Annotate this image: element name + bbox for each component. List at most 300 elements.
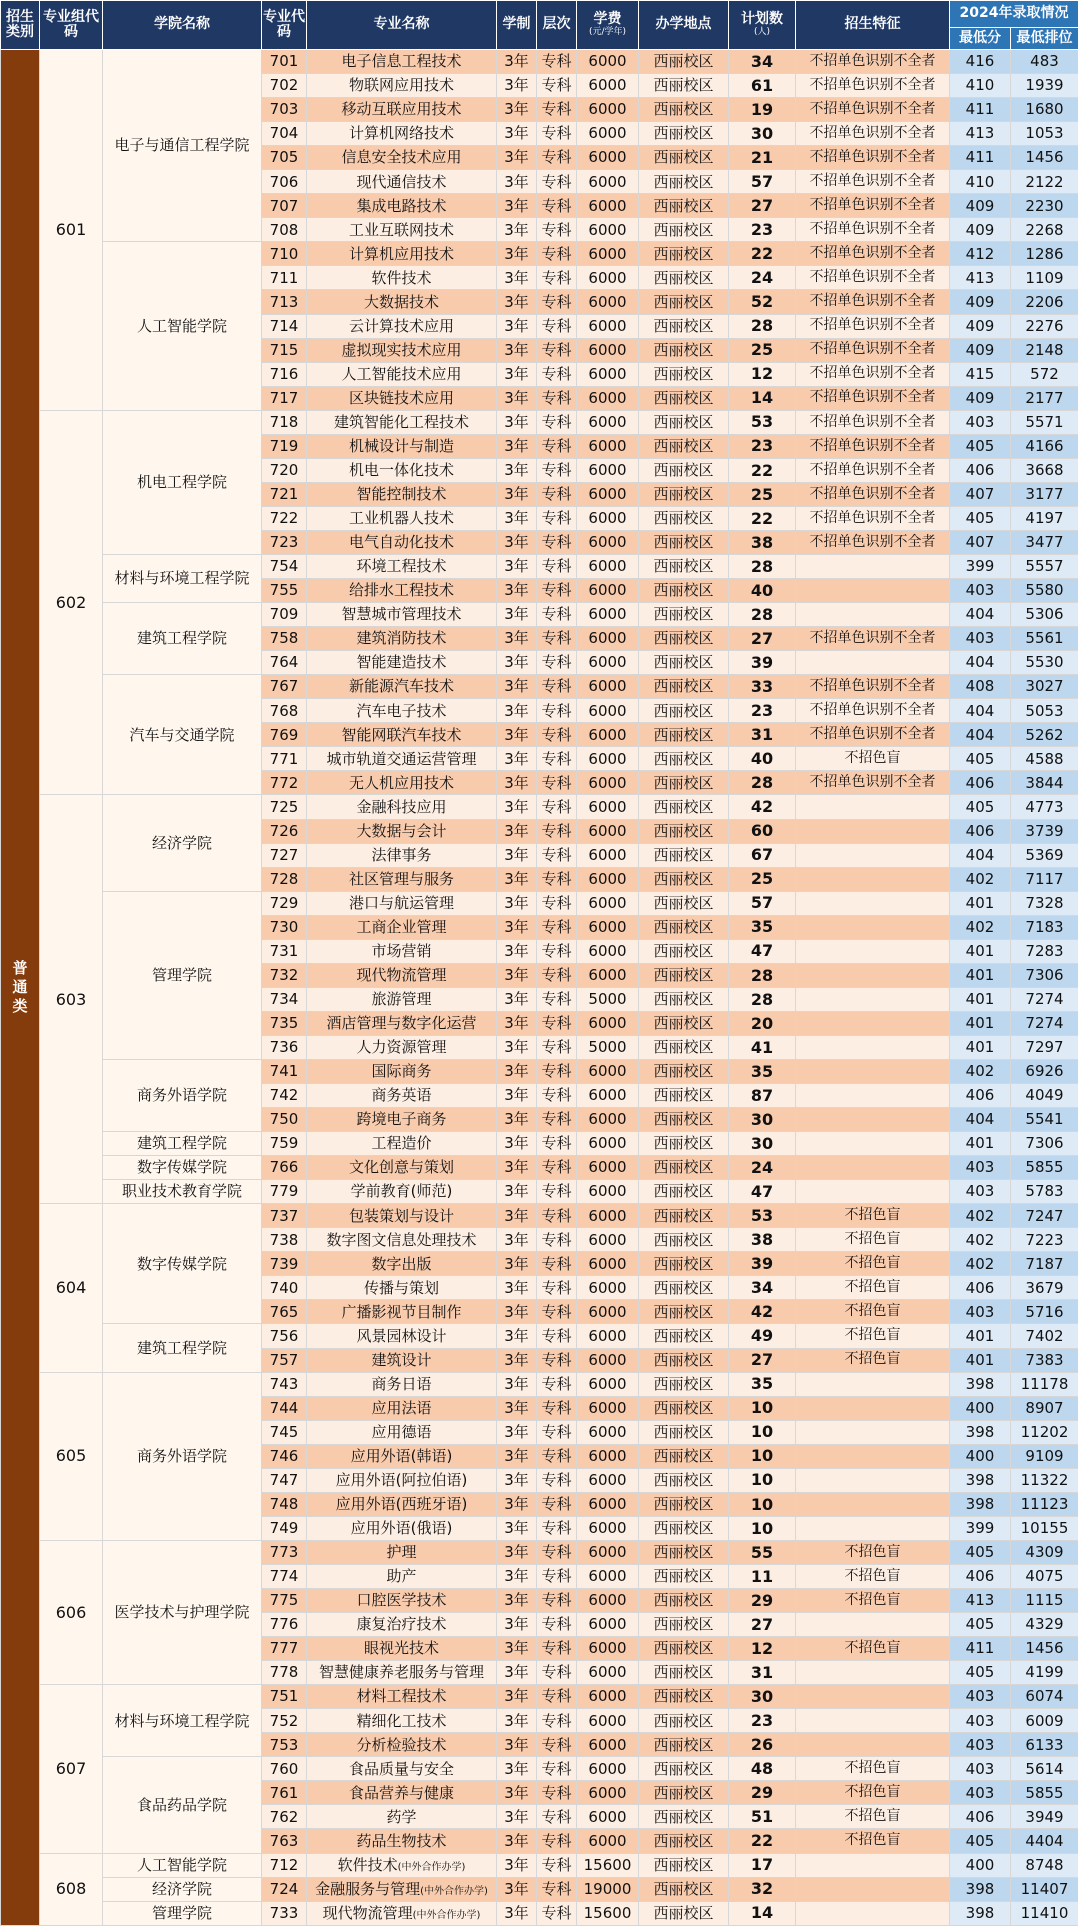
major-name-cell: 市场营销 <box>307 939 497 963</box>
fee-cell: 6000 <box>577 1108 639 1132</box>
min-score-cell: 409 <box>950 338 1011 362</box>
campus-cell: 西丽校区 <box>639 554 729 578</box>
cooperation-note: (中外合作办学) <box>420 1885 488 1897</box>
min-rank-cell: 9109 <box>1011 1444 1078 1468</box>
duration-cell: 3年 <box>497 891 537 915</box>
fee-cell: 5000 <box>577 987 639 1011</box>
level-cell: 专科 <box>537 939 577 963</box>
campus-cell: 西丽校区 <box>639 1372 729 1396</box>
min-score-cell: 403 <box>950 1733 1011 1757</box>
duration-cell: 3年 <box>497 747 537 771</box>
plan-count-cell: 22 <box>729 242 796 266</box>
min-rank-cell: 7283 <box>1011 939 1078 963</box>
campus-cell: 西丽校区 <box>639 1661 729 1685</box>
feature-cell <box>796 1685 950 1709</box>
level-cell: 专科 <box>537 1396 577 1420</box>
campus-cell: 西丽校区 <box>639 314 729 338</box>
major-code-cell: 708 <box>262 218 307 242</box>
feature-cell <box>796 1444 950 1468</box>
campus-cell: 西丽校区 <box>639 1156 729 1180</box>
header-plan-unit: (人) <box>753 26 771 37</box>
college-cell: 管理学院 <box>103 891 262 1059</box>
feature-cell <box>796 1156 950 1180</box>
campus-cell: 西丽校区 <box>639 1180 729 1204</box>
min-rank-cell: 1456 <box>1011 146 1078 170</box>
major-code-cell: 777 <box>262 1637 307 1661</box>
level-cell: 专科 <box>537 1564 577 1588</box>
feature-cell: 不招单色识别不全者 <box>796 338 950 362</box>
campus-cell: 西丽校区 <box>639 843 729 867</box>
header-feature: 招生特征 <box>796 1 950 50</box>
campus-cell: 西丽校区 <box>639 170 729 194</box>
plan-count-cell: 25 <box>729 867 796 891</box>
min-rank-cell: 6133 <box>1011 1733 1078 1757</box>
duration-cell: 3年 <box>497 843 537 867</box>
feature-cell <box>796 867 950 891</box>
min-score-cell: 401 <box>950 1132 1011 1156</box>
plan-count-cell: 22 <box>729 506 796 530</box>
major-name-cell: 学前教育(师范) <box>307 1180 497 1204</box>
duration-cell: 3年 <box>497 1035 537 1059</box>
duration-cell: 3年 <box>497 1853 537 1877</box>
major-name-cell: 建筑消防技术 <box>307 627 497 651</box>
college-cell: 人工智能学院 <box>103 242 262 410</box>
college-cell: 电子与通信工程学院 <box>103 50 262 242</box>
level-cell: 专科 <box>537 1589 577 1613</box>
duration-cell: 3年 <box>497 987 537 1011</box>
plan-count-cell: 61 <box>729 74 796 98</box>
plan-count-cell: 23 <box>729 699 796 723</box>
major-code-cell: 767 <box>262 675 307 699</box>
campus-cell: 西丽校区 <box>639 242 729 266</box>
fee-cell: 6000 <box>577 1637 639 1661</box>
min-score-cell: 409 <box>950 386 1011 410</box>
feature-cell: 不招单色识别不全者 <box>796 771 950 795</box>
major-name-cell: 环境工程技术 <box>307 554 497 578</box>
min-score-cell: 405 <box>950 434 1011 458</box>
duration-cell: 3年 <box>497 1805 537 1829</box>
campus-cell: 西丽校区 <box>639 1589 729 1613</box>
feature-cell: 不招单色识别不全者 <box>796 314 950 338</box>
feature-cell: 不招单色识别不全者 <box>796 723 950 747</box>
college-cell: 经济学院 <box>103 1877 262 1901</box>
major-name-cell: 数字出版 <box>307 1252 497 1276</box>
min-score-cell: 403 <box>950 627 1011 651</box>
feature-cell: 不招单色识别不全者 <box>796 699 950 723</box>
min-score-cell: 412 <box>950 242 1011 266</box>
min-rank-cell: 2206 <box>1011 290 1078 314</box>
major-code-cell: 721 <box>262 482 307 506</box>
college-cell: 食品药品学院 <box>103 1757 262 1853</box>
min-rank-cell: 7306 <box>1011 1132 1078 1156</box>
feature-cell: 不招色盲 <box>796 1300 950 1324</box>
major-code-cell: 736 <box>262 1035 307 1059</box>
min-score-cell: 401 <box>950 1348 1011 1372</box>
major-name-cell: 现代通信技术 <box>307 170 497 194</box>
campus-cell: 西丽校区 <box>639 963 729 987</box>
campus-cell: 西丽校区 <box>639 530 729 554</box>
major-name-cell: 虚拟现实技术应用 <box>307 338 497 362</box>
duration-cell: 3年 <box>497 146 537 170</box>
group-code-cell: 608 <box>40 1853 103 1925</box>
major-name-cell: 人力资源管理 <box>307 1035 497 1059</box>
plan-count-cell: 27 <box>729 1348 796 1372</box>
min-rank-cell: 5557 <box>1011 554 1078 578</box>
campus-cell: 西丽校区 <box>639 1011 729 1035</box>
level-cell: 专科 <box>537 1468 577 1492</box>
fee-cell: 6000 <box>577 1709 639 1733</box>
feature-cell <box>796 1108 950 1132</box>
plan-count-cell: 25 <box>729 482 796 506</box>
fee-cell: 6000 <box>577 362 639 386</box>
min-score-cell: 400 <box>950 1396 1011 1420</box>
table-row <box>1 1059 1078 1083</box>
min-rank-cell: 4166 <box>1011 434 1078 458</box>
campus-cell: 西丽校区 <box>639 699 729 723</box>
min-rank-cell: 11178 <box>1011 1372 1078 1396</box>
major-name-cell: 应用外语(韩语) <box>307 1444 497 1468</box>
fee-cell: 6000 <box>577 1516 639 1540</box>
feature-cell: 不招色盲 <box>796 1589 950 1613</box>
duration-cell: 3年 <box>497 723 537 747</box>
min-rank-cell: 3844 <box>1011 771 1078 795</box>
feature-cell <box>796 1132 950 1156</box>
major-code-cell: 726 <box>262 819 307 843</box>
min-rank-cell: 11407 <box>1011 1877 1078 1901</box>
major-name-cell: 工业互联网技术 <box>307 218 497 242</box>
level-cell: 专科 <box>537 554 577 578</box>
level-cell: 专科 <box>537 170 577 194</box>
feature-cell <box>796 891 950 915</box>
min-rank-cell: 10155 <box>1011 1516 1078 1540</box>
header-min-score: 最低分 <box>950 28 1011 50</box>
min-score-cell: 408 <box>950 675 1011 699</box>
campus-cell: 西丽校区 <box>639 434 729 458</box>
duration-cell: 3年 <box>497 362 537 386</box>
plan-count-cell: 49 <box>729 1324 796 1348</box>
feature-cell <box>796 1372 950 1396</box>
major-code-cell: 760 <box>262 1757 307 1781</box>
major-code-cell: 765 <box>262 1300 307 1324</box>
feature-cell: 不招单色识别不全者 <box>796 458 950 482</box>
duration-cell: 3年 <box>497 867 537 891</box>
major-name-cell: 药学 <box>307 1805 497 1829</box>
duration-cell: 3年 <box>497 1829 537 1853</box>
plan-count-cell: 12 <box>729 362 796 386</box>
college-cell: 商务外语学院 <box>103 1372 262 1540</box>
table-row <box>1 1853 1078 1877</box>
min-rank-cell: 8748 <box>1011 1853 1078 1877</box>
campus-cell: 西丽校区 <box>639 386 729 410</box>
level-cell: 专科 <box>537 1709 577 1733</box>
plan-count-cell: 27 <box>729 1613 796 1637</box>
min-score-cell: 406 <box>950 1805 1011 1829</box>
min-rank-cell: 1115 <box>1011 1589 1078 1613</box>
duration-cell: 3年 <box>497 50 537 74</box>
major-code-cell: 724 <box>262 1877 307 1901</box>
min-rank-cell: 3949 <box>1011 1805 1078 1829</box>
min-score-cell: 403 <box>950 1300 1011 1324</box>
feature-cell: 不招单色识别不全者 <box>796 482 950 506</box>
college-cell: 材料与环境工程学院 <box>103 554 262 602</box>
campus-cell: 西丽校区 <box>639 338 729 362</box>
level-cell: 专科 <box>537 410 577 434</box>
major-code-cell: 757 <box>262 1348 307 1372</box>
header-group-code: 专业组代码 <box>40 1 103 50</box>
major-code-cell: 743 <box>262 1372 307 1396</box>
major-code-cell: 755 <box>262 579 307 603</box>
min-rank-cell: 5783 <box>1011 1180 1078 1204</box>
major-name-cell: 电气自动化技术 <box>307 530 497 554</box>
campus-cell: 西丽校区 <box>639 579 729 603</box>
duration-cell: 3年 <box>497 1444 537 1468</box>
duration-cell: 3年 <box>497 386 537 410</box>
major-name-cell: 药品生物技术 <box>307 1829 497 1853</box>
campus-cell: 西丽校区 <box>639 1613 729 1637</box>
major-code-cell: 731 <box>262 939 307 963</box>
duration-cell: 3年 <box>497 506 537 530</box>
feature-cell: 不招色盲 <box>796 747 950 771</box>
min-rank-cell: 1939 <box>1011 74 1078 98</box>
min-score-cell: 416 <box>950 50 1011 74</box>
min-score-cell: 398 <box>950 1901 1011 1925</box>
major-code-cell: 739 <box>262 1252 307 1276</box>
duration-cell: 3年 <box>497 314 537 338</box>
major-code-cell: 779 <box>262 1180 307 1204</box>
level-cell: 专科 <box>537 651 577 675</box>
plan-count-cell: 55 <box>729 1540 796 1564</box>
min-score-cell: 409 <box>950 218 1011 242</box>
major-name-cell: 软件技术 <box>307 266 497 290</box>
duration-cell: 3年 <box>497 699 537 723</box>
duration-cell: 3年 <box>497 1059 537 1083</box>
level-cell: 专科 <box>537 867 577 891</box>
plan-count-cell: 39 <box>729 651 796 675</box>
fee-cell: 6000 <box>577 867 639 891</box>
major-name-cell: 护理 <box>307 1540 497 1564</box>
feature-cell <box>796 987 950 1011</box>
duration-cell: 3年 <box>497 1540 537 1564</box>
min-rank-cell: 7187 <box>1011 1252 1078 1276</box>
plan-count-cell: 35 <box>729 915 796 939</box>
min-rank-cell: 7306 <box>1011 963 1078 987</box>
min-score-cell: 401 <box>950 1011 1011 1035</box>
major-code-cell: 776 <box>262 1613 307 1637</box>
college-cell: 建筑工程学院 <box>103 1132 262 1156</box>
group-code-cell: 605 <box>40 1372 103 1540</box>
feature-cell <box>796 1492 950 1516</box>
plan-count-cell: 14 <box>729 1901 796 1925</box>
min-rank-cell: 7402 <box>1011 1324 1078 1348</box>
plan-count-cell: 28 <box>729 314 796 338</box>
plan-count-cell: 53 <box>729 1204 796 1228</box>
duration-cell: 3年 <box>497 338 537 362</box>
major-name-cell: 金融服务与管理(中外合作办学) <box>307 1877 497 1901</box>
level-cell: 专科 <box>537 1228 577 1252</box>
min-score-cell: 405 <box>950 747 1011 771</box>
major-name-cell: 数字图文信息处理技术 <box>307 1228 497 1252</box>
table-row <box>1 50 1078 74</box>
level-cell: 专科 <box>537 1204 577 1228</box>
min-score-cell: 405 <box>950 1661 1011 1685</box>
level-cell: 专科 <box>537 1108 577 1132</box>
major-name-cell: 国际商务 <box>307 1059 497 1083</box>
level-cell: 专科 <box>537 1300 577 1324</box>
min-score-cell: 404 <box>950 699 1011 723</box>
campus-cell: 西丽校区 <box>639 651 729 675</box>
min-score-cell: 402 <box>950 1252 1011 1276</box>
major-name-cell: 港口与航运管理 <box>307 891 497 915</box>
feature-cell: 不招色盲 <box>796 1204 950 1228</box>
plan-count-cell: 27 <box>729 194 796 218</box>
min-score-cell: 404 <box>950 843 1011 867</box>
plan-count-cell: 33 <box>729 675 796 699</box>
fee-cell: 6000 <box>577 675 639 699</box>
level-cell: 专科 <box>537 771 577 795</box>
plan-count-cell: 30 <box>729 1685 796 1709</box>
header-major: 专业名称 <box>307 1 497 50</box>
major-code-cell: 766 <box>262 1156 307 1180</box>
campus-cell: 西丽校区 <box>639 1324 729 1348</box>
level-cell: 专科 <box>537 579 577 603</box>
fee-cell: 6000 <box>577 290 639 314</box>
fee-cell: 6000 <box>577 194 639 218</box>
major-name-cell: 信息安全技术应用 <box>307 146 497 170</box>
min-rank-cell: 5530 <box>1011 651 1078 675</box>
major-name-cell: 工程造价 <box>307 1132 497 1156</box>
plan-count-cell: 60 <box>729 819 796 843</box>
header-category: 招生类别 <box>1 1 40 50</box>
level-cell: 专科 <box>537 1035 577 1059</box>
duration-cell: 3年 <box>497 1420 537 1444</box>
fee-cell: 6000 <box>577 1613 639 1637</box>
min-score-cell: 405 <box>950 1829 1011 1853</box>
campus-cell: 西丽校区 <box>639 98 729 122</box>
campus-cell: 西丽校区 <box>639 723 729 747</box>
major-name-cell: 精细化工技术 <box>307 1709 497 1733</box>
feature-cell <box>796 579 950 603</box>
group-code-cell: 603 <box>40 795 103 1204</box>
fee-cell: 6000 <box>577 1420 639 1444</box>
fee-cell: 6000 <box>577 747 639 771</box>
fee-cell: 6000 <box>577 1733 639 1757</box>
campus-cell: 西丽校区 <box>639 1757 729 1781</box>
feature-cell: 不招色盲 <box>796 1276 950 1300</box>
header-plan-label: 计划数 <box>741 11 783 28</box>
fee-cell: 6000 <box>577 1564 639 1588</box>
table-row <box>1 1685 1078 1709</box>
feature-cell: 不招单色识别不全者 <box>796 242 950 266</box>
level-cell: 专科 <box>537 1685 577 1709</box>
campus-cell: 西丽校区 <box>639 1348 729 1372</box>
min-score-cell: 398 <box>950 1877 1011 1901</box>
major-name-cell: 建筑设计 <box>307 1348 497 1372</box>
plan-count-cell: 30 <box>729 122 796 146</box>
campus-cell: 西丽校区 <box>639 1059 729 1083</box>
plan-count-cell: 12 <box>729 1637 796 1661</box>
major-code-cell: 710 <box>262 242 307 266</box>
min-rank-cell: 7328 <box>1011 891 1078 915</box>
min-score-cell: 403 <box>950 1685 1011 1709</box>
major-code-cell: 774 <box>262 1564 307 1588</box>
fee-cell: 6000 <box>577 1252 639 1276</box>
feature-cell <box>796 1059 950 1083</box>
feature-cell: 不招单色识别不全者 <box>796 74 950 98</box>
header-plan <box>729 1 796 50</box>
duration-cell: 3年 <box>497 1637 537 1661</box>
level-cell: 专科 <box>537 795 577 819</box>
level-cell: 专科 <box>537 146 577 170</box>
duration-cell: 3年 <box>497 74 537 98</box>
duration-cell: 3年 <box>497 410 537 434</box>
campus-cell: 西丽校区 <box>639 218 729 242</box>
min-score-cell: 398 <box>950 1372 1011 1396</box>
major-name-cell: 食品质量与安全 <box>307 1757 497 1781</box>
min-score-cell: 401 <box>950 891 1011 915</box>
min-score-cell: 413 <box>950 122 1011 146</box>
major-code-cell: 704 <box>262 122 307 146</box>
major-name-cell: 广播影视节目制作 <box>307 1300 497 1324</box>
min-score-cell: 403 <box>950 1757 1011 1781</box>
campus-cell: 西丽校区 <box>639 1468 729 1492</box>
table-row <box>1 1877 1078 1901</box>
level-cell: 专科 <box>537 1757 577 1781</box>
major-name-cell: 分析检验技术 <box>307 1733 497 1757</box>
duration-cell: 3年 <box>497 266 537 290</box>
plan-count-cell: 23 <box>729 434 796 458</box>
min-rank-cell: 2122 <box>1011 170 1078 194</box>
fee-cell: 6000 <box>577 266 639 290</box>
major-code-cell: 742 <box>262 1084 307 1108</box>
feature-cell: 不招色盲 <box>796 1805 950 1829</box>
header-min-rank: 最低排位 <box>1011 28 1078 50</box>
fee-cell: 6000 <box>577 963 639 987</box>
min-score-cell: 403 <box>950 1709 1011 1733</box>
min-score-cell: 403 <box>950 410 1011 434</box>
major-name-cell: 物联网应用技术 <box>307 74 497 98</box>
fee-cell: 6000 <box>577 699 639 723</box>
fee-cell: 6000 <box>577 891 639 915</box>
feature-cell <box>796 1709 950 1733</box>
major-code-cell: 737 <box>262 1204 307 1228</box>
min-rank-cell: 5571 <box>1011 410 1078 434</box>
plan-count-cell: 47 <box>729 939 796 963</box>
fee-cell: 15600 <box>577 1853 639 1877</box>
plan-count-cell: 47 <box>729 1180 796 1204</box>
major-code-cell: 702 <box>262 74 307 98</box>
major-code-cell: 752 <box>262 1709 307 1733</box>
campus-cell: 西丽校区 <box>639 1035 729 1059</box>
college-cell: 医学技术与护理学院 <box>103 1540 262 1684</box>
fee-cell: 6000 <box>577 74 639 98</box>
fee-cell: 6000 <box>577 1156 639 1180</box>
duration-cell: 3年 <box>497 1757 537 1781</box>
fee-cell: 6000 <box>577 1661 639 1685</box>
fee-cell: 6000 <box>577 1011 639 1035</box>
fee-cell: 6000 <box>577 627 639 651</box>
major-name-cell: 商务英语 <box>307 1084 497 1108</box>
campus-cell: 西丽校区 <box>639 1829 729 1853</box>
duration-cell: 3年 <box>497 1204 537 1228</box>
major-name-cell: 计算机应用技术 <box>307 242 497 266</box>
duration-cell: 3年 <box>497 170 537 194</box>
major-name-cell: 现代物流管理 <box>307 963 497 987</box>
plan-count-cell: 21 <box>729 146 796 170</box>
header-duration: 学制 <box>497 1 537 50</box>
plan-count-cell: 67 <box>729 843 796 867</box>
major-code-cell: 738 <box>262 1228 307 1252</box>
feature-cell: 不招单色识别不全者 <box>796 98 950 122</box>
